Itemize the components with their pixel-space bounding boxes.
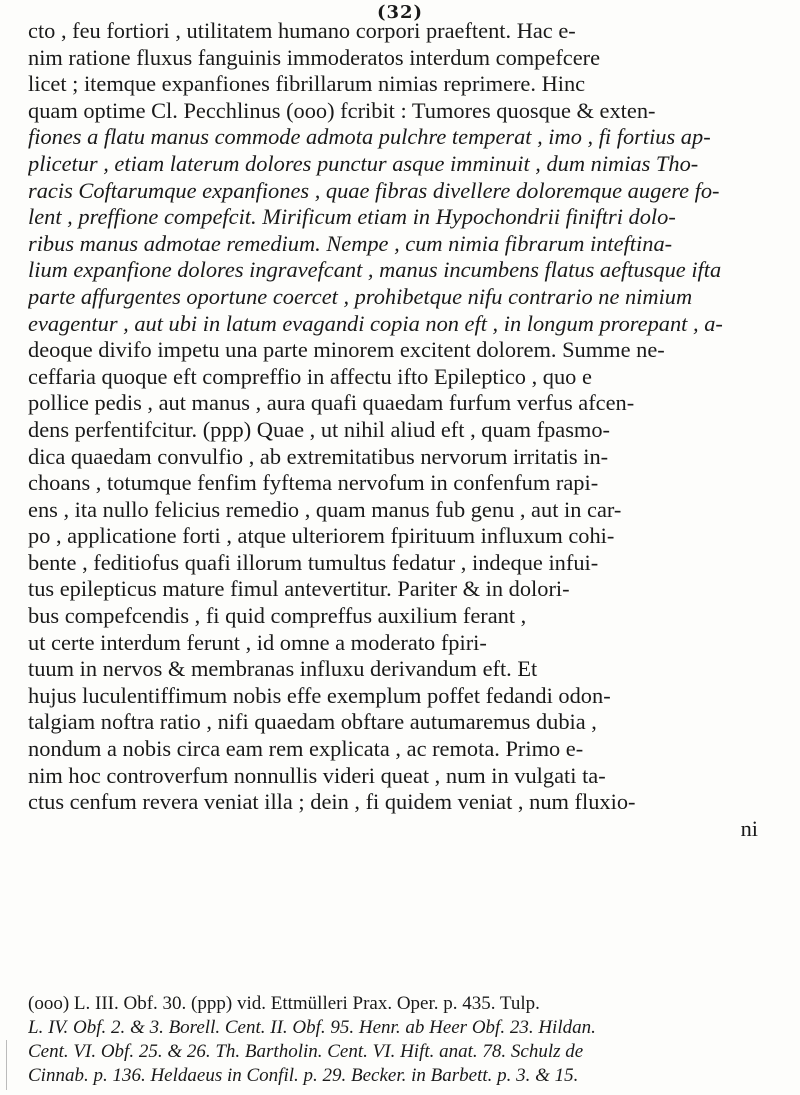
- text-line: ctus cenfum revera veniat illa ; dein , fi quidem veniat , num fluxio-: [28, 789, 636, 815]
- text-line: lent , preffione compefcit. Mirificum etiam in Hypochondrii finiftri dolo-: [28, 204, 676, 230]
- footnotes: [28, 992, 798, 1088]
- page-fold-mark: [6, 1040, 17, 1090]
- text-line: parte affurgentes oportune coercet , prohibetque nifu contrario ne nimium: [28, 283, 693, 309]
- text-line: po , applicatione forti , atque ulteriorem fpirituum influxum cohi-: [28, 523, 615, 549]
- text-line: dens perfentifcitur. (ppp) Quae , ut nihil aliud eft , quam fpasmo-: [28, 416, 610, 442]
- text-line: quam optime Cl. Pecchlinus (ooo) fcribit : Tumores quosque & exten-: [28, 97, 656, 123]
- text-line: licet ; itemque expanfiones fibrillarum nimias reprimere. Hinc: [28, 71, 586, 97]
- footnote-line: (ooo) L. III. Obf. 30. (ppp) vid. Ettmülleri Prax. Oper. p. 435. Tulp.: [28, 993, 540, 1014]
- text-line: ribus manus admotae remedium. Nempe , cum nimia fibrarum inteftina-: [28, 230, 673, 256]
- text-line: bente , feditiofus quafi illorum tumultus fedatur , indeque infui-: [28, 549, 599, 575]
- text-line: lium expanfione dolores ingravefcant , manus incumbens flatus aeftusque ifta: [28, 257, 722, 283]
- text-line: ceffaria quoque eft compreffio in affectu ifto Epileptico , quo e: [28, 363, 592, 389]
- text-line: tuum in nervos & membranas influxu derivandum eft. Et: [28, 656, 538, 682]
- text-line: bus compefcendis , fi quid compreffus auxilium ferant ,: [28, 603, 527, 629]
- text-line: fiones a flatu manus commode admota pulchre temperat , imo , fi fortius ap-: [28, 124, 711, 150]
- text-line: hujus luculentiffimum nobis effe exemplum poffet fedandi odon-: [28, 682, 611, 708]
- text-line: nim hoc controverfum nonnullis videri queat , num in vulgati ta-: [28, 762, 606, 788]
- text-line: talgiam noftra ratio , nifi quaedam obftare autumaremus dubia ,: [28, 709, 597, 735]
- footnote-line: L. IV. Obf. 2. & 3. Borell. Cent. II. Obf. 95. Henr. ab Heer Obf. 23. Hildan.: [28, 1017, 596, 1038]
- text-line: evagentur , aut ubi in latum evagandi copia non eft , in longum prorepant , a-: [28, 310, 723, 336]
- footnote-line: Cent. VI. Obf. 25. & 26. Th. Bartholin. Cent. VI. Hift. anat. 78. Schulz de: [28, 1041, 584, 1062]
- main-text: [28, 18, 798, 842]
- text-line: nim ratione fluxus fanguinis immoderatos interdum compefcere: [28, 44, 601, 70]
- text-line: racis Coftarumque expanfiones , quae fibras divellere doloremque augere fo-: [28, 177, 720, 203]
- footnote-line: Cinnab. p. 136. Heldaeus in Confil. p. 29. Becker. in Barbett. p. 3. & 15.: [28, 1065, 579, 1086]
- text-line: tus epilepticus mature fimul antevertitur. Pariter & in dolori-: [28, 576, 570, 602]
- text-line: ens , ita nullo felicius remedio , quam manus fub genu , aut in car-: [28, 496, 622, 522]
- text-line: ni: [740, 815, 758, 841]
- page-number: (32): [376, 2, 424, 23]
- text-line: choans , totumque fenfim fyftema nervofum in confenfum rapi-: [28, 470, 599, 496]
- text-line: dica quaedam convulfio , ab extremitatibus nervorum irritatis in-: [28, 443, 609, 469]
- text-line: nondum a nobis circa eam rem explicata , ac remota. Primo e-: [28, 736, 584, 762]
- text-line: pollice pedis , aut manus , aura quafi quaedam furfum verfus afcen-: [28, 390, 635, 416]
- text-line: plicetur , etiam laterum dolores punctur asque imminuit , dum nimias Tho-: [28, 150, 699, 176]
- text-line: deoque divifo impetu una parte minorem excitent dolorem. Summe ne-: [28, 337, 665, 363]
- text-line: ut certe interdum ferunt , id omne a moderato fpiri-: [28, 629, 487, 655]
- text-line: cto , feu fortiori , utilitatem humano corpori praeftent. Hac e-: [28, 18, 576, 43]
